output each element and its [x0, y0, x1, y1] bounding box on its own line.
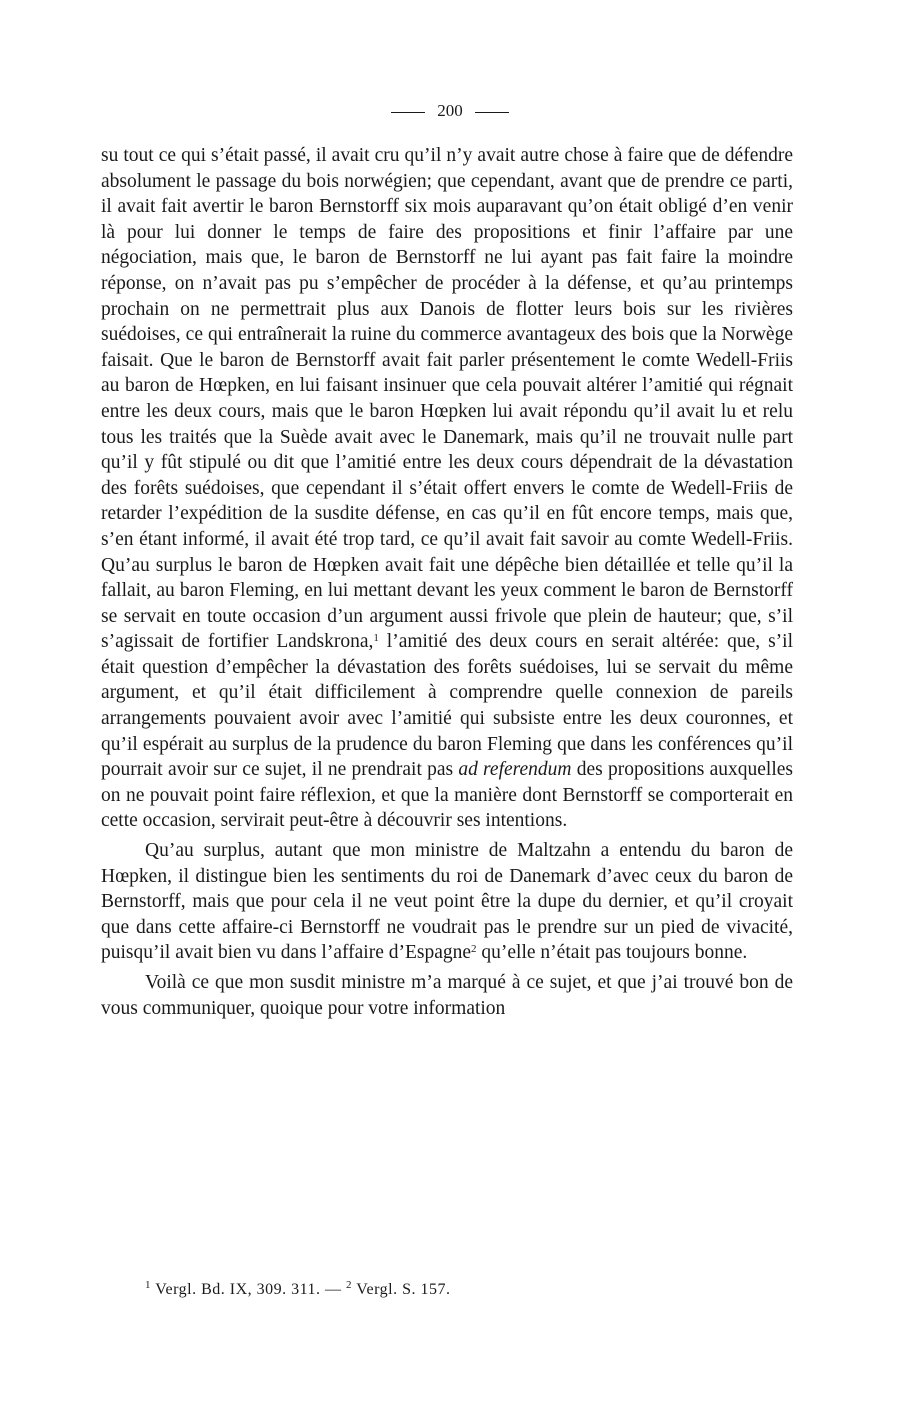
- paragraph-text: Voilà ce que mon susdit ministre m’a marqué à ce sujet, et que j’ai trouvé bon de vous communiquer, quoique pour votre information: [101, 972, 793, 1019]
- paragraph-text: qu’elle n’était pas toujours bonne.: [476, 942, 748, 964]
- header-rule-left: [391, 112, 425, 113]
- footnote-marker: 2: [346, 1279, 353, 1291]
- footnote-text: Vergl. Bd. IX, 309. 311. —: [151, 1281, 347, 1298]
- paragraph-text: Qu’au surplus, autant que mon ministre de Maltzahn a entendu du baron de Hœpken, il distingue bien les sentiments du roi de Danemark d’avec ceux du baron de Bernstorff, mais que pour cela il ne veut point être la dupe du dernier, et qu’il croyait que dans cette affaire-ci Bernstorff ne voudrait pas le prendre sur un pied de vivacité, puisqu’il avait bien vu dans l’affaire d’Espagne: [101, 840, 793, 964]
- paragraph: [101, 838, 793, 966]
- footnote-reference: 2: [471, 943, 477, 956]
- footnote-reference: 1: [373, 632, 379, 645]
- page-number: 200: [437, 101, 463, 120]
- footnote-marker: 1: [145, 1279, 151, 1291]
- page-header: [0, 100, 900, 122]
- header-rule-right: [475, 112, 509, 113]
- body-text: [101, 143, 793, 1021]
- footnotes: [145, 1279, 795, 1301]
- paragraph: [101, 143, 793, 834]
- italic-phrase: ad referendum: [458, 759, 572, 781]
- paragraph: [101, 970, 793, 1021]
- paragraph-text: su tout ce qui s’était passé, il avait cru qu’il n’y avait autre chose à faire que de défendre absolument le passage du bois norwégien; que cependant, avant que de prendre ce parti, il avait fait avertir le baron Bernstorff six mois auparavant qu’on était obligé d’en venir là pour lui donner le temps de faire des propositions et finir l’affaire par une négociation, mais que, le baron de Bernstorff ne lui ayant pas fait faire la moindre réponse, on n’avait pas pu s’empêcher de procéder à la défense, et qu’au printemps prochain on ne permettrait plus aux Danois de flotter leurs bois sur les rivières suédoises, ce qui entraînerait la ruine du commerce avantageux des bois que la Norwège faisait. Que le baron de Bernstorff avait fait parler présentement le comte Wedell-Friis au baron de Hœpken, en lui faisant insinuer que cela pouvait altérer l’amitié qui régnait entre les deux cours, mais que le baron Hœpken lui avait répondu qu’il avait lu et relu tous les traités que la Suède avait avec le Danemark, mais qu’il ne trouvait nulle part qu’il y fût stipulé ou dit que l’amitié entre les deux cours dépendrait de la dévastation des forêts suédoises, que cependant il s’était offert envers le comte de Wedell-Friis de retarder l’expédition de la susdite défense, en cas qu’il en fût encore temps, mais que, s’en étant informé, il avait été trop tard, ce qu’il avait fait savoir au comte Wedell-Friis. Qu’au surplus le baron de Hœpken avait fait une dépêche bien détaillée et telle qu’il la fallait, au baron Fleming, en lui mettant devant les yeux comment le baron de Bernstorff se servait en toute occasion d’un argument aussi frivole que plein de hauteur; que, s’il s’agissait de fortifier Landskrona,: [101, 145, 793, 653]
- footnote-text: Vergl. S. 157.: [352, 1281, 451, 1298]
- paragraph-text: des propositions auxquelles on ne pouvait point faire réflexion, et que la manière dont Bernstorff se comporterait en cette occasion, servirait peut-être à découvrir ses intentions.: [101, 759, 794, 832]
- paragraph-text: l’amitié des deux cours en serait altérée: que, s’il était question d’empêcher la dévastation des forêts suédoises, lui se servait du même argument, et qu’il était difficilement à comprendre quelle connexion de pareils arrangements pouvaient avoir avec l’amitié qui subsiste entre les deux couronnes, et qu’il espérait au surplus de la prudence du baron Fleming que dans les conférences qu’il pourrait avoir sur ce sujet, il ne prendrait pas: [101, 631, 793, 781]
